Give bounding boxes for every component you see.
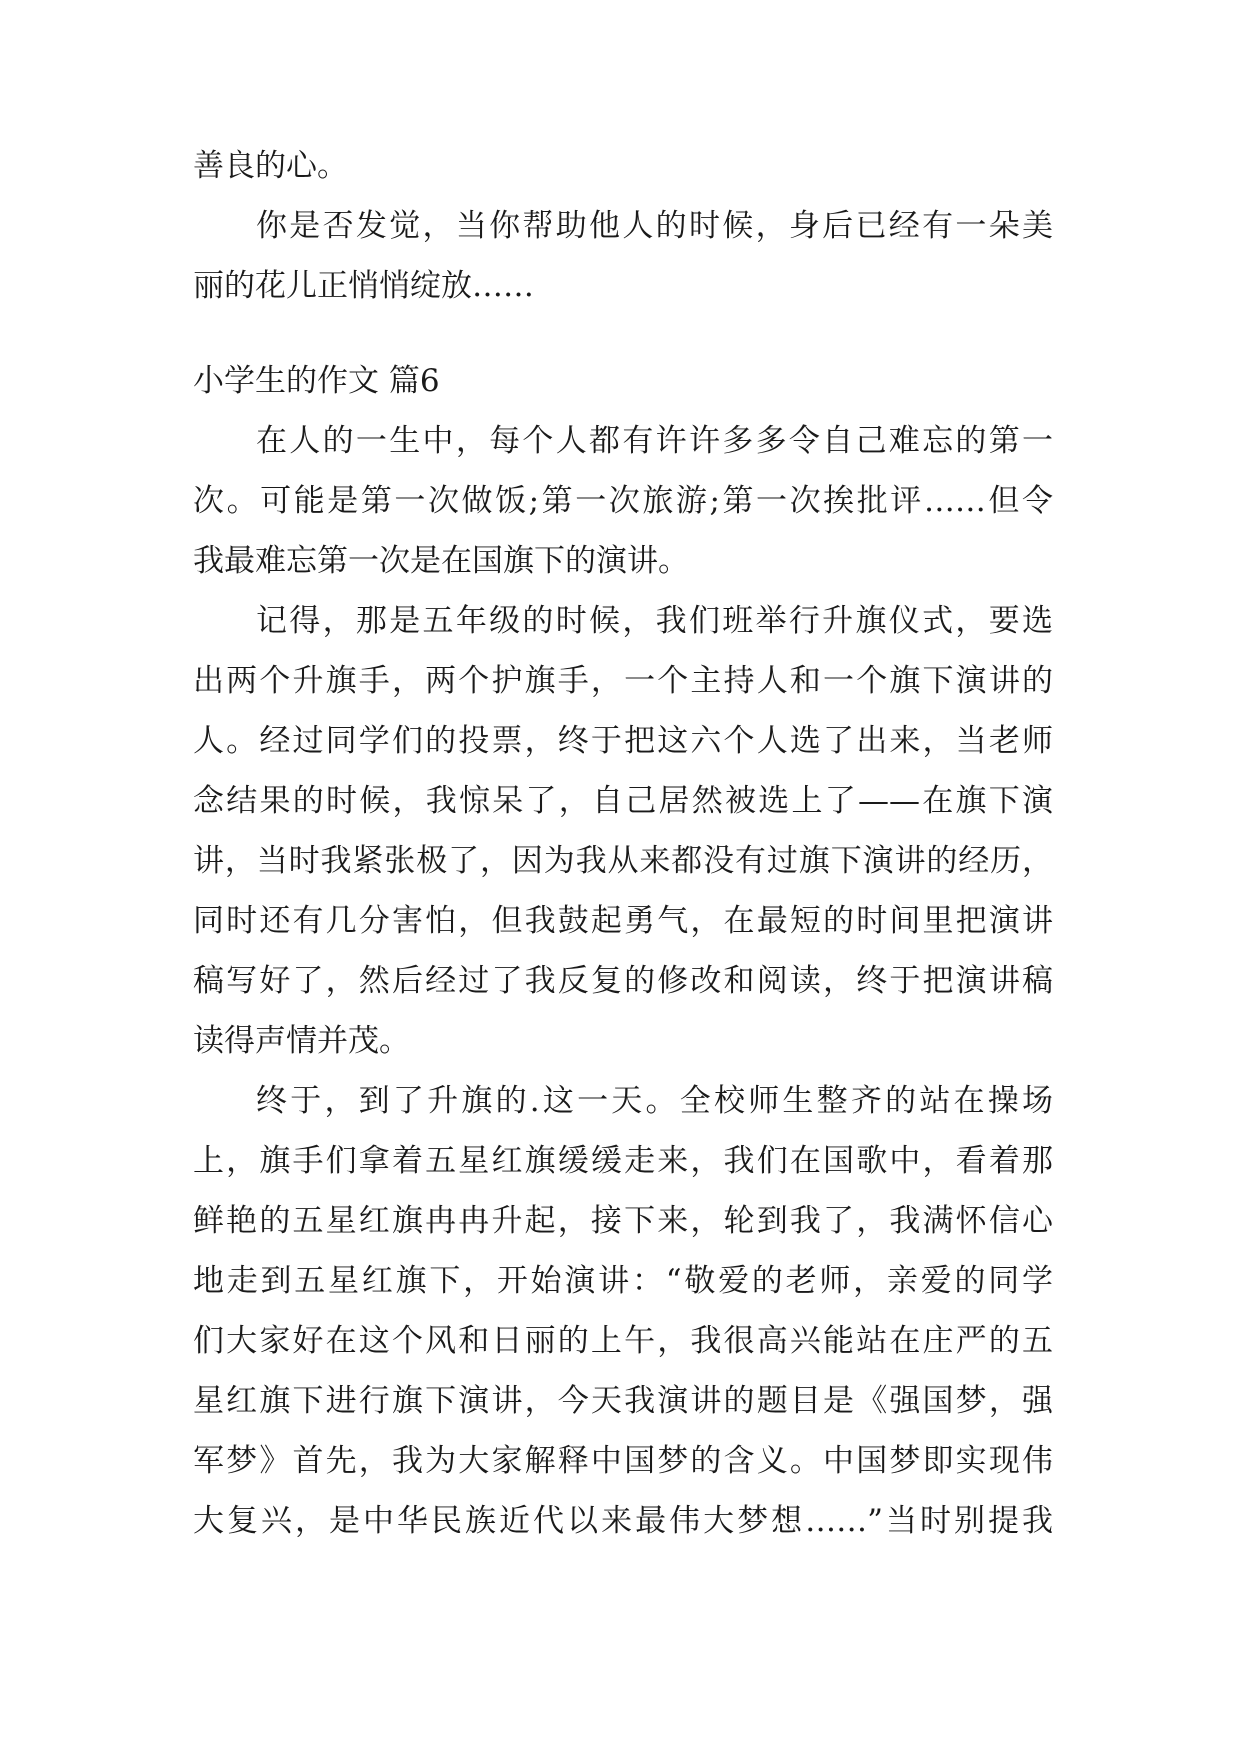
paragraph-line: 星红旗下进行旗下演讲，今天我演讲的题目是《强国梦，强 (193, 1383, 1053, 1419)
paragraph-line: 讲，当时我紧张极了，因为我从来都没有过旗下演讲的经历， (193, 843, 1053, 879)
paragraph-line: 出两个升旗手，两个护旗手，一个主持人和一个旗下演讲的 (193, 663, 1053, 699)
paragraph-line: 你是否发觉，当你帮助他人的时候，身后已经有一朵美 (256, 208, 1053, 244)
paragraph-line: 次。可能是第一次做饭;第一次旅游;第一次挨批评……但令 (193, 483, 1053, 519)
paragraph-line: 读得声情并茂。 (193, 1023, 410, 1059)
paragraph-line: 丽的花儿正悄悄绽放…… (193, 268, 534, 304)
paragraph-line: 记得，那是五年级的时候，我们班举行升旗仪式，要选 (256, 603, 1053, 639)
paragraph-line: 军梦》首先，我为大家解释中国梦的含义。中国梦即实现伟 (193, 1443, 1053, 1479)
paragraph-line: 在人的一生中，每个人都有许许多多令自己难忘的第一 (256, 423, 1053, 459)
paragraph-line: 终于，到了升旗的.这一天。全校师生整齐的站在操场 (256, 1083, 1053, 1119)
paragraph-line: 们大家好在这个风和日丽的上午，我很高兴能站在庄严的五 (193, 1323, 1053, 1359)
paragraph-line: 鲜艳的五星红旗冉冉升起，接下来，轮到我了，我满怀信心 (193, 1203, 1053, 1239)
paragraph-line: 上，旗手们拿着五星红旗缓缓走来，我们在国歌中，看着那 (193, 1143, 1053, 1179)
section-heading: 小学生的作文 篇6 (193, 363, 440, 399)
paragraph-line: 大复兴，是中华民族近代以来最伟大梦想……”当时别提我 (193, 1503, 1053, 1539)
paragraph-line: 地走到五星红旗下，开始演讲：“敬爱的老师，亲爱的同学 (193, 1263, 1053, 1299)
paragraph-line: 稿写好了，然后经过了我反复的修改和阅读，终于把演讲稿 (193, 963, 1053, 999)
paragraph-line: 念结果的时候，我惊呆了，自己居然被选上了——在旗下演 (193, 783, 1053, 819)
paragraph-line: 同时还有几分害怕，但我鼓起勇气，在最短的时间里把演讲 (193, 903, 1053, 939)
paragraph-line: 人。经过同学们的投票，终于把这六个人选了出来，当老师 (193, 723, 1053, 759)
paragraph-line: 我最难忘第一次是在国旗下的演讲。 (193, 543, 689, 579)
paragraph-line: 善良的心。 (193, 148, 348, 184)
